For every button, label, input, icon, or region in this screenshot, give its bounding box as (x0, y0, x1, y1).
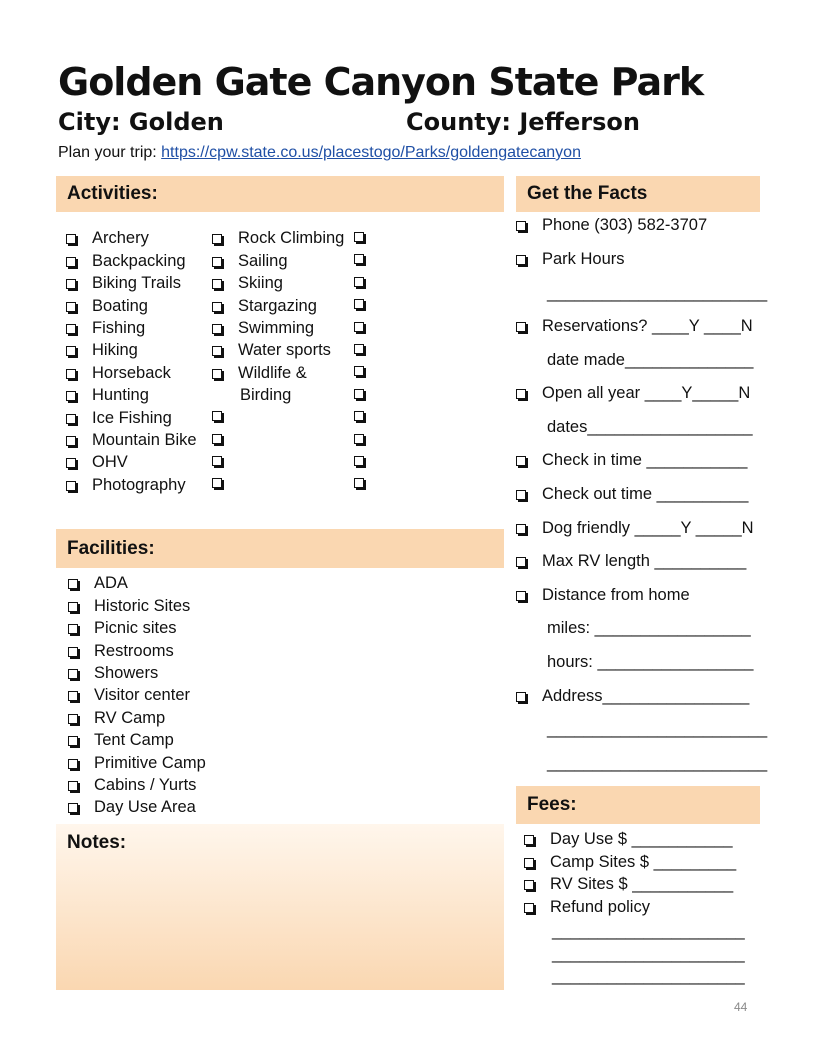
activity-item[interactable] (66, 386, 149, 405)
fact-label: ________________________ (547, 754, 768, 772)
facility-label: Cabins / Yurts (94, 776, 197, 794)
checkbox-icon[interactable] (68, 714, 78, 724)
activity-item[interactable] (66, 409, 172, 428)
plan-trip-line (58, 144, 581, 162)
checkbox-icon[interactable] (524, 880, 534, 890)
fact-item[interactable] (516, 552, 746, 571)
facts-heading: Get the Facts (516, 176, 760, 212)
fee-item[interactable] (524, 875, 733, 894)
activities-heading: Activities: (56, 176, 504, 212)
facility-label: Tent Camp (94, 731, 174, 749)
fee-blank-line[interactable] (552, 922, 745, 941)
checkbox-icon[interactable] (66, 481, 76, 491)
plan-trip-label: Plan your trip: (58, 144, 162, 161)
activity-item[interactable] (66, 252, 186, 271)
checkbox-icon[interactable] (66, 234, 76, 244)
checkbox-icon[interactable] (66, 346, 76, 356)
fact-label: Phone (303) 582-3707 (542, 216, 708, 234)
fact-item[interactable] (516, 451, 747, 470)
fee-label: _____________________ (552, 922, 745, 940)
fee-blank-line[interactable] (552, 967, 745, 986)
fact-blank-line[interactable] (547, 284, 767, 303)
checkbox-icon[interactable] (66, 391, 76, 401)
fact-label: ________________________ (547, 720, 768, 738)
fees-heading: Fees: (516, 786, 760, 824)
fact-item[interactable] (516, 687, 749, 706)
checkbox-icon[interactable] (68, 803, 78, 813)
activity-label: Mountain Bike (92, 431, 197, 449)
fact-label: Reservations? ____Y ____N (542, 317, 753, 335)
checkbox-icon[interactable] (212, 346, 222, 356)
fact-item[interactable] (516, 317, 753, 336)
fact-item[interactable] (516, 586, 690, 605)
checkbox-icon[interactable] (68, 579, 78, 589)
facility-item[interactable] (68, 754, 206, 773)
fact-label: Check out time __________ (542, 485, 749, 503)
facility-label: Visitor center (94, 686, 190, 704)
activity-item[interactable] (66, 431, 197, 450)
facility-label: Restrooms (94, 642, 174, 660)
fact-blank-line[interactable] (547, 754, 767, 773)
fact-label: Dog friendly _____Y _____N (542, 519, 754, 537)
checkbox-icon[interactable] (68, 759, 78, 769)
activity-label: Stargazing (238, 297, 317, 315)
activity-item[interactable] (212, 364, 307, 383)
fact-label: date made______________ (547, 351, 754, 369)
checkbox-icon[interactable] (516, 389, 526, 399)
checkbox-icon[interactable] (354, 478, 364, 488)
fact-item[interactable] (516, 384, 750, 403)
fee-label: _____________________ (552, 945, 745, 963)
checkbox-icon[interactable] (212, 478, 222, 488)
fee-item[interactable] (524, 898, 650, 917)
checkbox-icon[interactable] (212, 279, 222, 289)
activity-item[interactable] (66, 229, 149, 248)
checkbox-icon[interactable] (66, 436, 76, 446)
checkbox-icon[interactable] (354, 434, 364, 444)
activity-label: Biking Trails (92, 274, 181, 292)
fact-item[interactable] (516, 216, 707, 235)
activity-label: Archery (92, 229, 149, 247)
facility-item[interactable] (68, 731, 174, 750)
checkbox-icon[interactable] (354, 411, 364, 421)
fact-label: Park Hours (542, 250, 625, 268)
checkbox-icon[interactable] (516, 524, 526, 534)
fact-label: Open all year ____Y_____N (542, 384, 751, 402)
activity-item-continued (240, 386, 291, 405)
activity-item[interactable] (212, 297, 317, 316)
checkbox-icon[interactable] (68, 691, 78, 701)
facility-label: ADA (94, 574, 128, 592)
fact-label: miles: _________________ (547, 619, 751, 637)
checkbox-icon[interactable] (524, 858, 534, 868)
checkbox-icon[interactable] (524, 903, 534, 913)
fact-subline[interactable] (547, 653, 753, 672)
activity-label: Fishing (92, 319, 146, 337)
checkbox-icon[interactable] (66, 257, 76, 267)
facility-item[interactable] (68, 642, 174, 661)
checkbox-icon[interactable] (212, 369, 222, 379)
fact-subline[interactable] (547, 619, 751, 638)
activity-label: Ice Fishing (92, 409, 172, 427)
checkbox-icon[interactable] (354, 344, 364, 354)
checkbox-icon[interactable] (212, 324, 222, 334)
activity-item[interactable] (66, 364, 171, 383)
facility-item[interactable] (68, 709, 165, 728)
checkbox-icon[interactable] (66, 458, 76, 468)
facility-label: Historic Sites (94, 597, 191, 615)
fact-blank-line[interactable] (547, 720, 767, 739)
fee-label: Day Use $ ___________ (550, 830, 733, 848)
checkbox-icon[interactable] (212, 234, 222, 244)
checkbox-icon[interactable] (516, 591, 526, 601)
checkbox-icon[interactable] (516, 490, 526, 500)
fee-item[interactable] (524, 830, 733, 849)
checkbox-icon[interactable] (212, 302, 222, 312)
notes-heading: Notes: (67, 832, 127, 853)
checkbox-icon[interactable] (354, 322, 364, 332)
checkbox-icon[interactable] (66, 414, 76, 424)
fact-item[interactable] (516, 519, 754, 538)
fee-label: RV Sites $ ___________ (550, 875, 734, 893)
page-title: Golden Gate Canyon State Park (58, 60, 704, 104)
checkbox-icon[interactable] (354, 389, 364, 399)
checkbox-icon[interactable] (68, 602, 78, 612)
activity-item[interactable] (66, 319, 145, 338)
checkbox-icon[interactable] (212, 456, 222, 466)
activity-label: Wildlife & (238, 364, 307, 382)
facility-item[interactable] (68, 664, 158, 683)
facility-item[interactable] (68, 574, 128, 593)
checkbox-icon[interactable] (354, 277, 364, 287)
facility-label: Day Use Area (94, 798, 196, 816)
checkbox-icon[interactable] (354, 232, 364, 242)
park-website-link[interactable]: https://cpw.state.co.us/placestogo/Parks/goldengatecanyon (161, 144, 581, 161)
activity-item[interactable] (66, 453, 128, 472)
checkbox-icon[interactable] (516, 456, 526, 466)
fee-label: Refund policy (550, 898, 650, 916)
checkbox-icon[interactable] (66, 279, 76, 289)
checkbox-icon[interactable] (66, 302, 76, 312)
activity-label: OHV (92, 453, 128, 471)
fact-label: Check in time ___________ (542, 451, 748, 469)
facility-item[interactable] (68, 619, 177, 638)
activity-label: Swimming (238, 319, 315, 337)
fact-subline[interactable] (547, 351, 753, 370)
checkbox-icon[interactable] (354, 254, 364, 264)
activity-label: Sailing (238, 252, 288, 270)
activity-label: Boating (92, 297, 148, 315)
checkbox-icon[interactable] (524, 835, 534, 845)
checkbox-icon[interactable] (354, 366, 364, 376)
checkbox-icon[interactable] (516, 221, 526, 231)
checkbox-icon[interactable] (212, 434, 222, 444)
activity-item[interactable] (66, 274, 181, 293)
fee-blank-line[interactable] (552, 945, 745, 964)
fact-label: ________________________ (547, 284, 768, 302)
activity-item[interactable] (212, 274, 283, 293)
activity-label: Rock Climbing (238, 229, 345, 247)
checkbox-icon[interactable] (68, 669, 78, 679)
checkbox-icon[interactable] (516, 322, 526, 332)
facility-label: Primitive Camp (94, 754, 206, 772)
activity-item[interactable] (212, 252, 288, 271)
fee-label: _____________________ (552, 967, 745, 985)
activity-label: Backpacking (92, 252, 186, 270)
activity-label: Hiking (92, 341, 138, 359)
facility-item[interactable] (68, 597, 190, 616)
county-label: County: Jefferson (406, 108, 640, 136)
fact-label: Max RV length __________ (542, 552, 747, 570)
checkbox-icon[interactable] (516, 255, 526, 265)
checkbox-icon[interactable] (68, 647, 78, 657)
fact-label: Address________________ (542, 687, 750, 705)
activity-label: Water sports (238, 341, 331, 359)
activity-label: Birding (240, 386, 292, 404)
checkbox-icon[interactable] (212, 411, 222, 421)
facility-item[interactable] (68, 776, 196, 795)
activity-item[interactable] (212, 319, 314, 338)
fact-subline[interactable] (547, 418, 753, 437)
facility-item[interactable] (68, 798, 196, 817)
activity-label: Hunting (92, 386, 149, 404)
checkbox-icon[interactable] (68, 781, 78, 791)
activity-item[interactable] (66, 476, 186, 495)
activity-label: Horseback (92, 364, 171, 382)
fee-item[interactable] (524, 853, 736, 872)
fact-item[interactable] (516, 485, 748, 504)
checkbox-icon[interactable] (212, 257, 222, 267)
activity-item[interactable] (66, 297, 148, 316)
checkbox-icon[interactable] (516, 692, 526, 702)
checkbox-icon[interactable] (68, 736, 78, 746)
facility-item[interactable] (68, 686, 190, 705)
facilities-heading: Facilities: (56, 529, 504, 568)
facility-label: RV Camp (94, 709, 166, 727)
facility-label: Picnic sites (94, 619, 177, 637)
city-label: City: Golden (58, 108, 224, 136)
checkbox-icon[interactable] (68, 624, 78, 634)
checkbox-icon[interactable] (66, 324, 76, 334)
fee-label: Camp Sites $ _________ (550, 853, 737, 871)
fact-item[interactable] (516, 250, 625, 269)
checkbox-icon[interactable] (354, 456, 364, 466)
checkbox-icon[interactable] (354, 299, 364, 309)
activity-label: Photography (92, 476, 186, 494)
activity-item[interactable] (212, 229, 344, 248)
fact-label: Distance from home (542, 586, 690, 604)
activity-item[interactable] (212, 341, 331, 360)
fact-label: hours: _________________ (547, 653, 754, 671)
checkbox-icon[interactable] (516, 557, 526, 567)
activity-item[interactable] (66, 341, 138, 360)
activity-label: Skiing (238, 274, 283, 292)
facility-label: Showers (94, 664, 159, 682)
page-number: 44 (734, 1000, 748, 1014)
fact-label: dates__________________ (547, 418, 753, 436)
checkbox-icon[interactable] (66, 369, 76, 379)
